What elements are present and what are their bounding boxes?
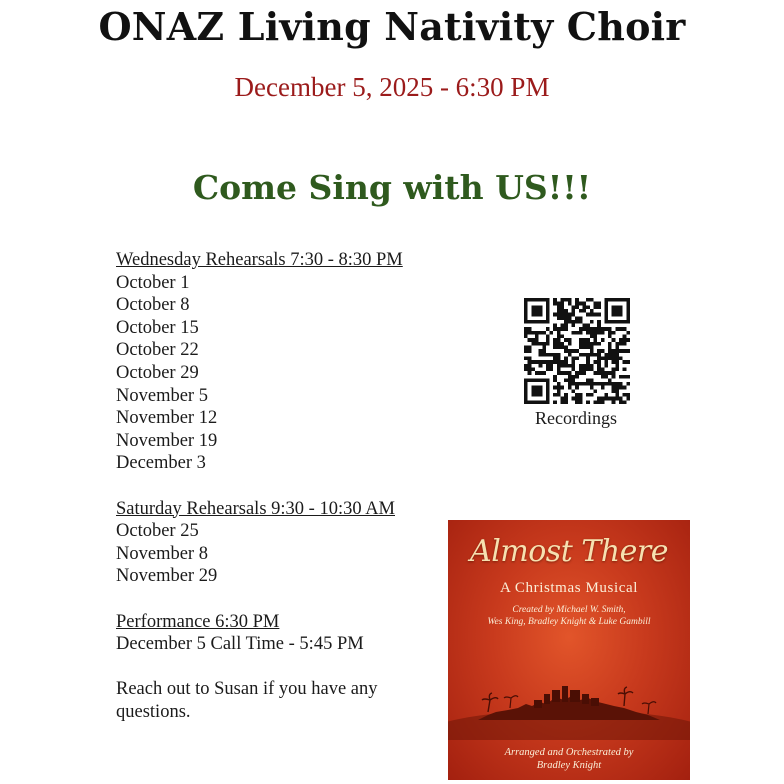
schedule — [116, 249, 436, 723]
performance-heading: Performance 6:30 PM — [116, 611, 280, 632]
wednesday-date: October 8 — [116, 295, 190, 316]
poster-arranged-line: Arranged and Orchestrated by — [504, 747, 634, 758]
wednesday-date: November 19 — [116, 430, 218, 451]
poster-subtitle: A Christmas Musical — [499, 580, 639, 596]
wednesday-date: November 5 — [116, 385, 208, 406]
wednesday-date: October 15 — [116, 317, 199, 338]
wednesday-date: October 29 — [116, 362, 199, 383]
poster-credits-line: Created by Michael W. Smith, — [512, 605, 626, 615]
saturday-date: November 8 — [116, 543, 208, 564]
poster-credits — [454, 604, 684, 628]
wednesday-date: October 22 — [116, 340, 199, 361]
saturday-date: October 25 — [116, 521, 199, 542]
poster-arranged — [448, 746, 690, 772]
wednesday-date: November 12 — [116, 408, 218, 429]
wednesday-date: October 1 — [116, 272, 190, 293]
tagline: Come Sing with US!!! — [192, 168, 592, 207]
poster-arranged-line: Bradley Knight — [536, 760, 602, 771]
page-title: ONAZ Living Nativity Choir — [98, 4, 686, 49]
event-date: December 5, 2025 - 6:30 PM — [234, 72, 550, 102]
saturday-heading: Saturday Rehearsals 9:30 - 10:30 AM — [116, 498, 395, 519]
contact-text: Reach out to Susan if you have any questions. — [116, 679, 378, 722]
wednesday-heading: Wednesday Rehearsals 7:30 - 8:30 PM — [116, 250, 403, 270]
musical-poster-image — [448, 520, 690, 780]
qr-code-icon[interactable] — [524, 298, 630, 404]
poster-credits-line: Wes King, Bradley Knight & Luke Gambill — [487, 617, 651, 627]
saturday-date: November 29 — [116, 566, 218, 587]
qr-label: Recordings — [535, 408, 617, 428]
poster-title: Almost There — [470, 534, 668, 569]
performance-detail: December 5 Call Time - 5:45 PM — [116, 634, 364, 655]
bethlehem-silhouette-icon — [448, 660, 690, 740]
wednesday-date: December 3 — [116, 453, 206, 474]
